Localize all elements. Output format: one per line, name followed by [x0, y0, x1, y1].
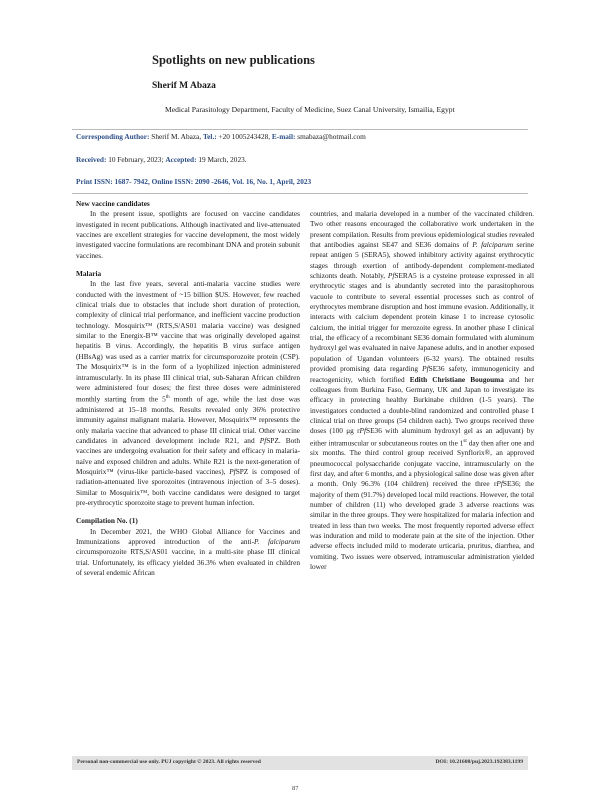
email-value[interactable]: smabaza@hotmail.com: [297, 132, 366, 141]
paragraph-right-continued: countries, and malaria developed in a number of the vaccinated children. Two other reasons encouraged the collaborative work undertaken in the present compilation. Results from previous epidemiological studies revealed that antibodies against SE47 and SE36 domains of P. falciparum serine repeat antigen 5 (SERA5), showed inhibitory activity against erythrocytic stages through exertion of antibody-dependent complement-mediated schizonts death. Notably, PfSERA5 is a cysteine protease expressed in all erythrocytic stages and is abundantly secreted into the parasitophorous vacuole to contribute to several essential processes such as control of erythrocytes membrane disruption and host immune evasion. Additionally, it interacts with calcium dependent protein kinase 1 to increase cytosolic calcium, the initial trigger for merozoite egress. In another phase I clinical trial, the efficacy of a recombinant SE36 domain formulated with aluminum hydroxyl gel was evaluated in naive Japanese adults, and in another exposed population of Ugandan volunteers (6-32 years). The obtained results provided promising data regarding PfSE36 safety, immunogenicity and reactogenicity, which fortified Edith Christiane Bougouma and her colleagues from Burkina Faso, Germany, UK and Japan to investigate its efficacy in protecting healthy Burkinabe children (1-5 years). The investigators conducted a double-blind randomized and controlled phase I clinical trial on three groups (54 children each). Two groups received three doses (100 μg rPfSE36 with aluminum hydroxyl gel as an adjuvant) by either intramuscular or subcutaneous routes on the 1st day then after one and six months. The third control group received Synflorix®, an approved pneumococcal polysaccharide conjugate vaccine, intramuscularly on the first day, and after 6 months, and a physiological saline dose was given after a month. Only 96.3% (104 children) received the three rPfSE36; the majority of them (91.7%) developed local mild reactions. However, the total number of children (11) who developed grade 3 adverse reactions was similar in the three groups. They were hospitalized for malaria infection and treated in less than two weeks. The most frequently reported adverse effect was induration and mild to moderate pain at the site of the injection. Other adverse effects included mild to moderate urticaria, pruritus, diarrhea, and vomiting. Two issues were observed, intramuscular administration yielded lower: [310, 209, 534, 572]
author-affiliation: Medical Parasitology Department, Faculty of Medicine, Suez Canal University, Ismailia, Egypt: [165, 105, 455, 114]
investigator-name: Edith Christiane Bougouma: [409, 374, 504, 384]
accepted-label: Accepted:: [165, 155, 197, 164]
email-label: E-mail:: [271, 132, 296, 141]
heading-malaria: Malaria: [76, 269, 102, 279]
author-name: Sherif M Abaza: [152, 81, 216, 91]
divider-bottom: [72, 193, 528, 194]
heading-compilation-1: Compilation No. (1): [76, 516, 138, 526]
corr-name: Sherif M. Abaza,: [151, 132, 202, 141]
received-value: 10 February, 2023;: [108, 155, 164, 164]
footer-copyright: Personal non-commercial use only. PUJ copyright © 2023. All rights reserved: [77, 759, 261, 765]
received-line: [76, 155, 247, 164]
paragraph-compilation-1: In December 2021, the WHO Global Alliance for Vaccines and Immunizations approved introduction of the anti-P. falciparum circumsporozoite RTS,S/AS01 vaccine, in a multi-site phase III clinical trial. Unfortunately, its efficacy yielded 36.3% when evaluated in children of several endemic African: [76, 526, 300, 578]
tel-label: Tel.:: [202, 132, 217, 141]
article-title: Spotlights on new publications: [152, 53, 315, 67]
corresponding-author-line: [76, 132, 366, 141]
accepted-value: 19 March, 2023.: [198, 155, 247, 164]
left-column: [76, 199, 300, 578]
heading-new-vaccine: New vaccine candidates: [76, 199, 150, 208]
paragraph-new-vaccine: In the present issue, spotlights are focused on vaccine candidates investigated in recent publications. Although inactivated and live-attenuated vaccines are excellent strategies for vaccine development, the most widely investigated vaccine formulations are recombinant DNA and protein subunit vaccines.: [76, 209, 300, 260]
tel-value: +20 1005243428,: [218, 132, 271, 141]
right-column: [310, 209, 534, 572]
footer-bar: [72, 756, 528, 770]
page-number: 87: [292, 785, 299, 792]
footer-doi[interactable]: DOI: 10.21608/puj.2023.192383.1199: [435, 759, 523, 765]
received-label: Received:: [76, 155, 107, 164]
corr-label: Corresponding Author:: [76, 132, 150, 141]
issn-line: Print ISSN: 1687- 7942, Online ISSN: 2090 -2646, Vol. 16, No. 1, April, 2023: [76, 177, 312, 186]
divider-top: [72, 129, 528, 130]
paragraph-malaria: In the last five years, several anti-malaria vaccine studies were conducted with the investment of ~15 billion $US. However, few reached clinical trials due to obstacles that include short duration of protection, complexity of clinical trial performance, and inefficient vaccine production technology. Mosquirix™ (RTS,S/AS01 malaria vaccine) was designed similar to the Energix-B™ vaccine that was originally developed against hepatitis B virus. Accordingly, the hepatitis B virus surface antigen (HBsAg) was used as a carrier matrix for circumsporozoite protein (CSP). The Mosquirix™ is in the form of a lyophilized injection administered intramuscularly. In its phase III clinical trial, sub-Saharan African children were administered four doses; the first three doses were administered monthly starting from the 5th month of age, while the last dose was administered at 15–18 months. Results revealed only 36% protective immunity against malignant malaria. However, Mosquirix™ represents the only malaria vaccine that advanced to phase III clinical trial. Other vaccine candidates in advanced development include R21, and PfSPZ. Both vaccines are undergoing evaluation for their safety and efficacy in malaria-naïve and exposed children and adults. While R21 is the next-generation of Mosquirix™ (virus-like particle-based vaccines), PfSPZ is composed of radiation-attenuated live sporozoites (intravenous injection of 3–5 doses). Similar to Mosquirix™, both vaccine candidates were designed to target pre-erythrocytic sporozoite stage to prevent human infection.: [76, 279, 300, 508]
